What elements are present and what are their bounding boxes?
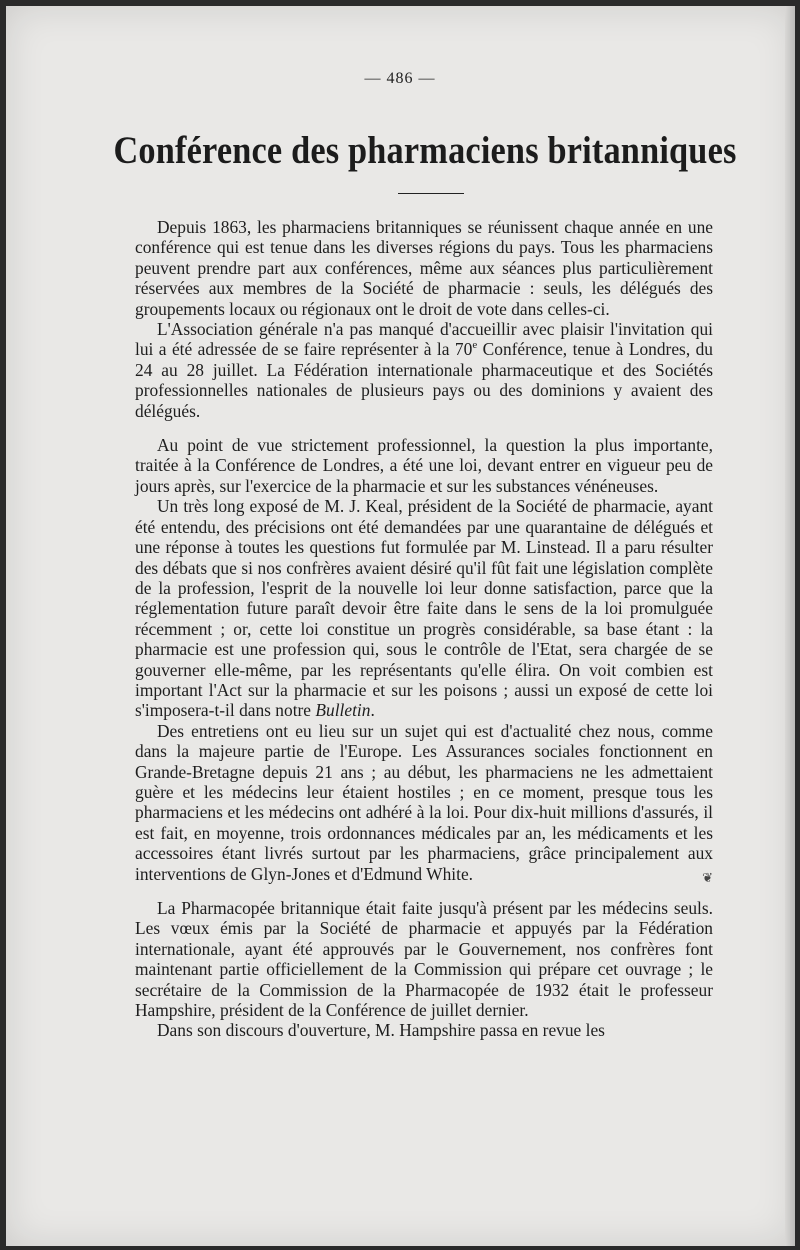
paragraph-4 <box>135 496 713 720</box>
bulletin-italic: Bulletin <box>315 700 371 721</box>
paragraph-5 <box>135 721 713 884</box>
paragraph-2 <box>135 319 713 421</box>
article-body <box>135 217 713 1041</box>
page-number: — 486 — <box>364 70 436 87</box>
ornament-icon: ❦ <box>702 869 713 885</box>
paragraph-6: La Pharmacopée britannique était faite jusqu'à présent par les médecins seuls. Les vœux émis par la Société de pharmacie et appuyés par la Fédération internationale, ayant été approuvés par le Gouvernement, nos confrères font maintenant partie officiellement de la Commission qui prépare cet ouvrage ; le secrétaire de la Commission de la Pharmacopée de 1932 était le professeur Hampshire, président de la Conférence de juillet dernier. <box>135 898 713 1021</box>
paragraph-3: Au point de vue strictement professionnel, la question la plus importante, traitée à la Conférence de Londres, a été une loi, devant entrer en vigueur peu de jours après, sur l'exercice de la pharmacie et sur les substances vénéneuses. <box>135 435 713 496</box>
paragraph-7: Dans son discours d'ouverture, M. Hampshire passa en revue les <box>157 1020 605 1041</box>
title-divider <box>398 193 464 194</box>
page-title: Conférence des pharmaciens britanniques <box>113 129 737 172</box>
paragraph-4-end: . <box>370 700 375 721</box>
paragraph-5-text: Des entretiens ont eu lieu sur un sujet qui est d'actualité chez nous, comme dans la majeure partie de l'Europe. Les Assurances sociales fonctionnent en Grande-Bretagne depuis 21 ans ; au début, les pharmaciens ne les admettaient guère et les médecins leur étaient hostiles ; en ce moment, presque tous les pharmaciens et les médecins ont adhéré à la loi. Pour dix-huit millions d'assurés, il est fait, en moyenne, trois ordonnances médicales par an, les médicaments et les accessoires étant livrés surtout par les pharmaciens, grâce principalement aux interventions de Glyn-Jones et d'Edmund White. <box>135 720 713 884</box>
paragraph-2-start: L'Association générale n'a pas manqué d'accueillir avec plaisir l'invitation qui lui a été adressée de se faire représenter à la 70 <box>135 319 713 360</box>
paragraph-4-text: Un très long exposé de M. J. Keal, président de la Société de pharmacie, ayant été entendu, des précisions ont été demandées par une quarantaine de délégués et une réponse à toutes les questions fut formulée par M. Linstead. Il a paru résulter des débats que si nos confrères avaient désiré qu'il fût fait une législation complète de la profession, l'esprit de la nouvelle loi leur donne satisfaction, parce que la réglementation future paraît devoir être faite dans le sens de la loi promulguée récemment ; or, cette loi constitue un progrès considérable, sa base étant : la pharmacie est une profession qui, sous le contrôle de l'Etat, sera chargée de se gouverner elle-même, par les représentants qu'elle élira. On voit combien est important l'Act sur la pharmacie et sur les poisons ; aussi un exposé de cette loi s'imposera-t-il dans notre <box>135 496 713 721</box>
ordinal-superscript: e <box>472 339 478 352</box>
page-edge-shadow <box>785 6 795 1246</box>
paragraph-2-rest: Conférence, tenue à Londres, du 24 au 28 juillet. La Fédération internationale pharmaceutique et des Sociétés professionnelles nationales de plusieurs pays ou des dominions y avaient des délégués. <box>135 339 713 421</box>
paragraph-1: Depuis 1863, les pharmaciens britanniques se réunissent chaque année en une conférence qui est tenue dans les diverses régions du pays. Tous les pharmaciens peuvent prendre part aux conférences, même aux séances plus particulièrement réservées aux membres de la Société de pharmacie : seuls, les délégués des groupements locaux ou régionaux ont le droit de vote dans celles-ci. <box>135 217 713 319</box>
